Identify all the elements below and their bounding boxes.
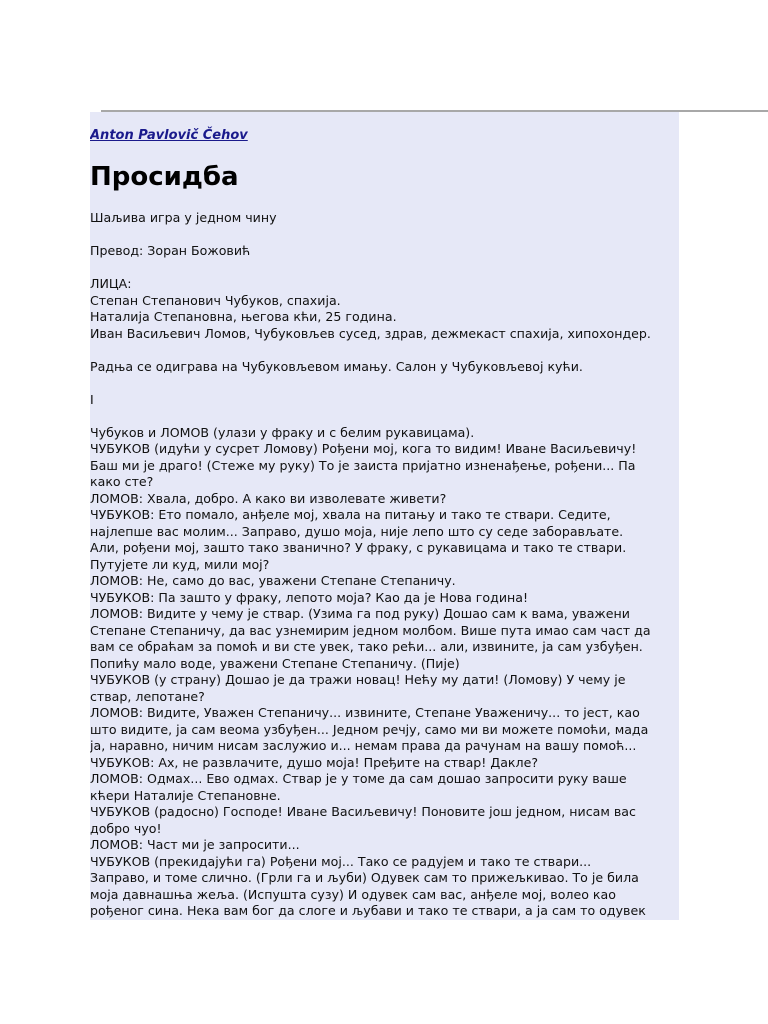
text-line: Шаљива игра у једном чину [90,210,277,225]
text-line: ЛОМОВ: Одмах... Ево одмах. Ствар је у томе да сам дошао запросити руку ваше [90,771,627,786]
text-line: ствар, лепотане? [90,688,205,704]
text-line: ЛОМОВ: Не, само до вас, уважени Степане Степаничу. [90,573,456,588]
text-line: Степане Степаничу, да вас узнемирим једном молбом. Више пута имао сам част да [90,622,651,638]
page-title: Просидба [90,162,239,192]
text-line: ја, наравно, ничим нисам заслужио и... немам права да рачунам на вашу помоћ... [90,738,637,753]
text-line: Превод: Зоран Божовић [90,243,251,258]
text-line: Попићу мало воде, уважени Степане Степаничу. (Пије) [90,655,460,671]
text-line: Степан Степанович Чубуков, спахија. [90,292,341,308]
text-line: Али, рођени мој, зашто тако званично? У фраку, с рукавицама и тако те ствари. [90,540,627,555]
blank-line [90,260,679,277]
text-line: моја давнашња жеља. (Испушта сузу) И одувек сам вас, анђеле мој, волео као [90,886,616,902]
text-line: како сте? [90,474,154,489]
text-line: ЛОМОВ: Видите у чему је ствар. (Узима га под руку) Дошао сам к вама, уважени [90,606,630,621]
text-line: ЛИЦА: [90,276,132,291]
text-line: Наталија Степановна, његова кћи, 25 година. [90,309,397,324]
text-line: добро чуо! [90,820,162,836]
text-line: ЧУБУКОВ: Па зашто у фраку, лепото моја? Као да је Нова година! [90,589,529,605]
text-line: рођеног сина. Нека вам бог да слоге и љубави и тако те ствари, а ја сам то одувек [90,903,646,918]
text-line: Баш ми је драго! (Стеже му руку) То је заиста пријатно изненађење, рођени... Па [90,457,636,473]
text-line: ЧУБУКОВ (радосно) Господе! Иване Васиљевичу! Поновите још једном, нисам вас [90,804,636,819]
text-line: ЛОМОВ: Видите, Уважен Степаничу... извините, Степане Уваженичу... то јест, као [90,705,640,720]
author-link[interactable]: Anton Pavlovič Čehov [90,128,248,143]
blank-line [90,408,679,425]
text-line: Заправо, и томе слично. (Грли га и љуби) Одувек сам то прижељкивао. То је била [90,870,639,885]
text-line: I [90,391,94,407]
text-line: Радња се одиграва на Чубуковљевом имању. Салон у Чубуковљевој кући. [90,358,583,374]
text-line: ЧУБУКОВ (у страну) Дошао је да тражи новац! Нећу му дати! (Ломову) У чему је [90,672,626,687]
play-text [90,210,679,920]
text-line: Чубуков и ЛОМОВ (улази у фраку и с белим рукавицама). [90,424,475,440]
text-line: ЧУБУКОВ: Ах, не развлачите, душо моја! Пређите на ствар! Дакле? [90,754,539,770]
blank-line [90,342,679,359]
text-line: Иван Васиљевич Ломов, Чубуковљев сусед, здрав, дежмекаст спахија, хипохондер. [90,325,651,341]
blank-line [90,227,679,244]
text-line: вам се обраћам за помоћ и ви сте увек, тако рећи... али, извините, ја сам узбуђен. [90,639,643,654]
text-line: ЧУБУКОВ (прекидајући га) Рођени мој... Тако се радујем и тако те ствари... [90,853,592,869]
text-line: Путујете ли куд, мили мој? [90,556,270,572]
text-line: ЛОМОВ: Хвала, добро. А како ви изволевате живети? [90,490,447,506]
text-line: најлепше вас молим... Заправо, душо моја, није лепо што су седе заборављате. [90,523,624,539]
text-line: ЧУБУКОВ: Ето помало, анђеле мој, хвала на питању и тако те ствари. Седите, [90,507,611,522]
text-line: ЛОМОВ: Част ми је запросити... [90,837,300,852]
text-line: што видите, ја сам веома узбуђен... Једном речју, само ми ви можете помоћи, мада [90,721,649,737]
text-line: ЧУБУКОВ (идући у сусрет Ломову) Рођени мој, кога то видим! Иване Васиљевичу! [90,441,637,456]
blank-line [90,375,679,392]
document-panel [90,112,679,920]
text-line: кћери Наталије Степановне. [90,787,281,803]
